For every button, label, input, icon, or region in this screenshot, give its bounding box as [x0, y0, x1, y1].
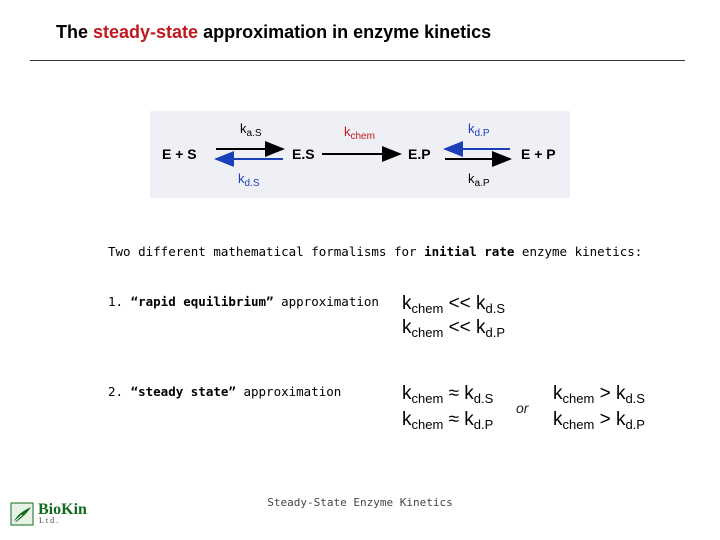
or-label: or: [516, 400, 529, 416]
item-steady-state: 2. “steady state” approximation: [108, 384, 342, 399]
title-divider: [30, 60, 685, 61]
rate-kd-p: $k_{d.P}$: [468, 121, 490, 139]
species-e-plus-p: E + P: [521, 146, 556, 162]
condition-steady-a-1: $k_{chem} \approx k_{d.S}$: [402, 383, 494, 406]
condition-rapid-2: $k_{chem} << k_{d.P}$: [402, 317, 506, 340]
rate-kd-s: $k_{d.S}$: [238, 171, 260, 189]
species-ep: E.P: [408, 146, 431, 162]
item-rapid-equilibrium: 1. “rapid equilibrium” approximation: [108, 294, 379, 309]
reaction-scheme: [150, 111, 570, 198]
rate-ka-p: $k_{a.P}$: [468, 171, 490, 189]
intro-text: Two different mathematical formalisms for initial rate enzyme kinetics:: [108, 244, 643, 259]
title-highlight: steady-state: [93, 22, 199, 42]
condition-steady-b-1: $k_{chem} > k_{d.S}$: [553, 383, 645, 406]
logo-leaf-icon: [10, 502, 36, 526]
title-text-after: approximation in enzyme kinetics: [198, 22, 492, 42]
condition-steady-a-2: $k_{chem} \approx k_{d.P}$: [402, 409, 494, 432]
title-text-before: The: [56, 22, 94, 42]
logo-ltd: Ltd.: [39, 516, 61, 525]
rate-kchem: $k_{chem}$: [344, 124, 375, 142]
logo-name: BioKin: [38, 501, 87, 518]
footer-text: Steady-State Enzyme Kinetics: [267, 496, 453, 509]
condition-steady-b-2: $k_{chem} > k_{d.P}$: [553, 409, 645, 432]
species-es: E.S: [292, 146, 315, 162]
species-e-plus-s: E + S: [162, 146, 197, 162]
condition-rapid-1: $k_{chem} << k_{d.S}$: [402, 293, 506, 316]
page-title: [56, 22, 491, 43]
biokin-logo: [10, 500, 90, 528]
rate-ka-s: $k_{a.S}$: [240, 121, 262, 139]
